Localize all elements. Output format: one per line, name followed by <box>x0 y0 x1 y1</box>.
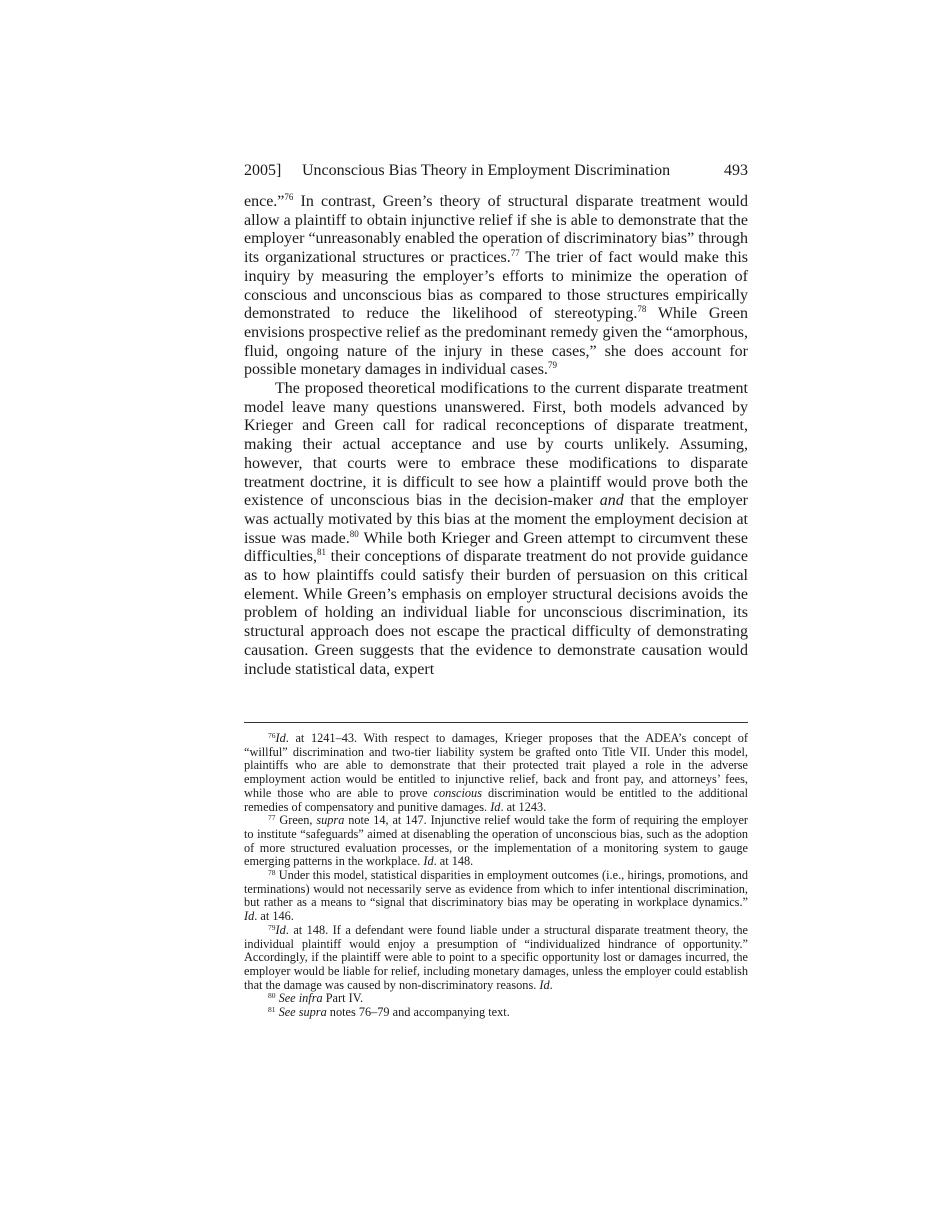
footnote-number: 78 <box>268 868 276 878</box>
text-span: The proposed theoretical modifications to the current disparate treatment model leave many questions unanswered. First, both models advanced by Krieger and Green call for radical reconceptions of disparate treatment, making their actual acceptance and use by courts unlikely. Assuming, however, that courts were to embrace these modifications to disparate treatment doctrine, it is difficult to see how a plaintiff would prove both the existence of unconscious bias in the decision-maker <box>244 380 748 510</box>
footnote-77 <box>244 814 748 869</box>
citation-signal: supra <box>316 813 345 828</box>
text-span: that the employer was actually motivated by this bias at the moment the employment decision at issue was made. <box>244 492 749 547</box>
text-span: discrimination would be entitled to the additional remedies of compensatory and punitive damages. <box>244 785 748 814</box>
main-text <box>244 193 748 679</box>
citation-signal: Id <box>275 922 286 937</box>
footnote-79 <box>244 924 748 993</box>
footnote-number: 77 <box>268 813 276 823</box>
citation-signal: Id <box>539 977 550 992</box>
paragraph-2 <box>244 380 748 679</box>
citation-signal: See infra <box>278 991 323 1006</box>
footnote-ref-79: 79 <box>547 360 557 371</box>
footnote-80 <box>244 992 748 1006</box>
text-span: . at 146. <box>254 909 294 924</box>
header-title: Unconscious Bias Theory in Employment Discrimination <box>302 162 671 179</box>
text-span: In contrast, Green’s theory of structural disparate treatment would allow a plaintiff to obtain injunctive relief if she is able to demonstrate that the employer “unreasonably enabled the operation of discriminatory bias” through its organizational structures or practices. <box>244 193 748 267</box>
citation-signal: Id <box>490 799 501 814</box>
footnote-divider <box>244 722 748 723</box>
text-span: Part IV. <box>322 991 364 1006</box>
paragraph-1 <box>244 193 748 380</box>
citation-signal: Id <box>244 909 255 924</box>
citation-signal: Id <box>423 854 434 869</box>
text-span: . at 148. <box>433 854 474 869</box>
text-span: While Green envisions prospective relief as the predominant remedy given the “amorphous, fluid, ongoing nature of the injury in these cases,” she does account for possible monetary damages in individual cases. <box>244 305 749 379</box>
text-span: note 14, at 147. Injunctive relief would take the form of requiring the employer to institute “safeguards” aimed at disenabling the operation of unconscious bias, such as the adoption of more structured evaluation processes, or the implementation of a monitoring system to gauge emerging patterns in the workplace. <box>244 813 748 869</box>
footnote-81 <box>244 1006 748 1020</box>
footnote-ref-77: 77 <box>510 248 520 259</box>
text-span: While both Krieger and Green attempt to circumvent these difficulties, <box>244 529 749 566</box>
footnote-ref-76: 76 <box>284 192 294 202</box>
footnotes <box>244 732 748 1020</box>
text-span: . at 1241–43. With respect to damages, Krieger proposes that the ADEA’s concept of “willful” discrimination and two-tier liability system be grafted onto Title VII. Under this model, plaintiffs who are able to demonstrate that their protected trait played a role in the adverse employment action would be entitled to injunctive relief, back and front pay, and attorneys’ fees, while those who are able to prove <box>244 731 748 800</box>
footnote-number: 80 <box>268 991 276 1001</box>
text-span: . at 148. If a defendant were found liable under a structural disparate treatment theory, the individual plaintiff would enjoy a presumption of “individualized hindrance of opportunity.” Accordingly, if the plaintiff were able to point to a specific opportunity lost or damages incurred, the employer would be liable for relief, including monetary damages, unless the employer could establish that the damage was caused by non-discriminatory reasons. <box>244 922 748 992</box>
emphasis: and <box>599 492 624 510</box>
footnote-ref-80: 80 <box>349 528 359 539</box>
text-span: Green, <box>275 813 317 828</box>
text-span: Under this model, statistical disparities in employment outcomes (i.e., hirings, promotions, and terminations) would not necessarily serve as evidence from which to infer intentional discrimination, but rather as a means to “signal that discriminatory bias may be operating in workplace dynamics.” <box>244 868 748 910</box>
citation-signal: Id <box>275 731 286 745</box>
footnote-78 <box>244 869 748 924</box>
footnote-ref-81: 81 <box>317 547 327 558</box>
text-span: . <box>549 977 553 992</box>
text-span: . at 1243. <box>500 799 547 814</box>
emphasis: conscious <box>433 785 482 800</box>
footnote-76 <box>244 732 748 814</box>
citation-signal: See supra <box>278 1005 327 1020</box>
footnote-ref-78: 78 <box>637 304 647 315</box>
text-span: The trier of fact would make this inquiry by measuring the employer’s efforts to minimize the operation of conscious and unconscious bias as compared to those structures empirically demonstrated to reduce the likelihood of stereotyping. <box>244 249 748 323</box>
running-header <box>244 160 748 182</box>
footnote-number: 76 <box>268 731 276 740</box>
text-span: ence.” <box>244 193 285 210</box>
header-year: 2005] <box>244 162 282 179</box>
text-span: notes 76–79 and accompanying text. <box>326 1005 510 1020</box>
footnote-number: 79 <box>268 922 276 932</box>
footnote-number: 81 <box>268 1005 276 1015</box>
text-span: their conceptions of disparate treatment do not provide guidance as to how plaintiffs could satisfy their burden of persuasion on this critical element. While Green’s emphasis on employer structural decisions avoids the problem of holding an individual liable for unconscious discrimination, its structural approach does not escape the practical difficulty of demonstrating causation. Green suggests that the evidence to demonstrate causation would include statistical data, expert <box>244 548 748 678</box>
page-number: 493 <box>724 162 748 179</box>
